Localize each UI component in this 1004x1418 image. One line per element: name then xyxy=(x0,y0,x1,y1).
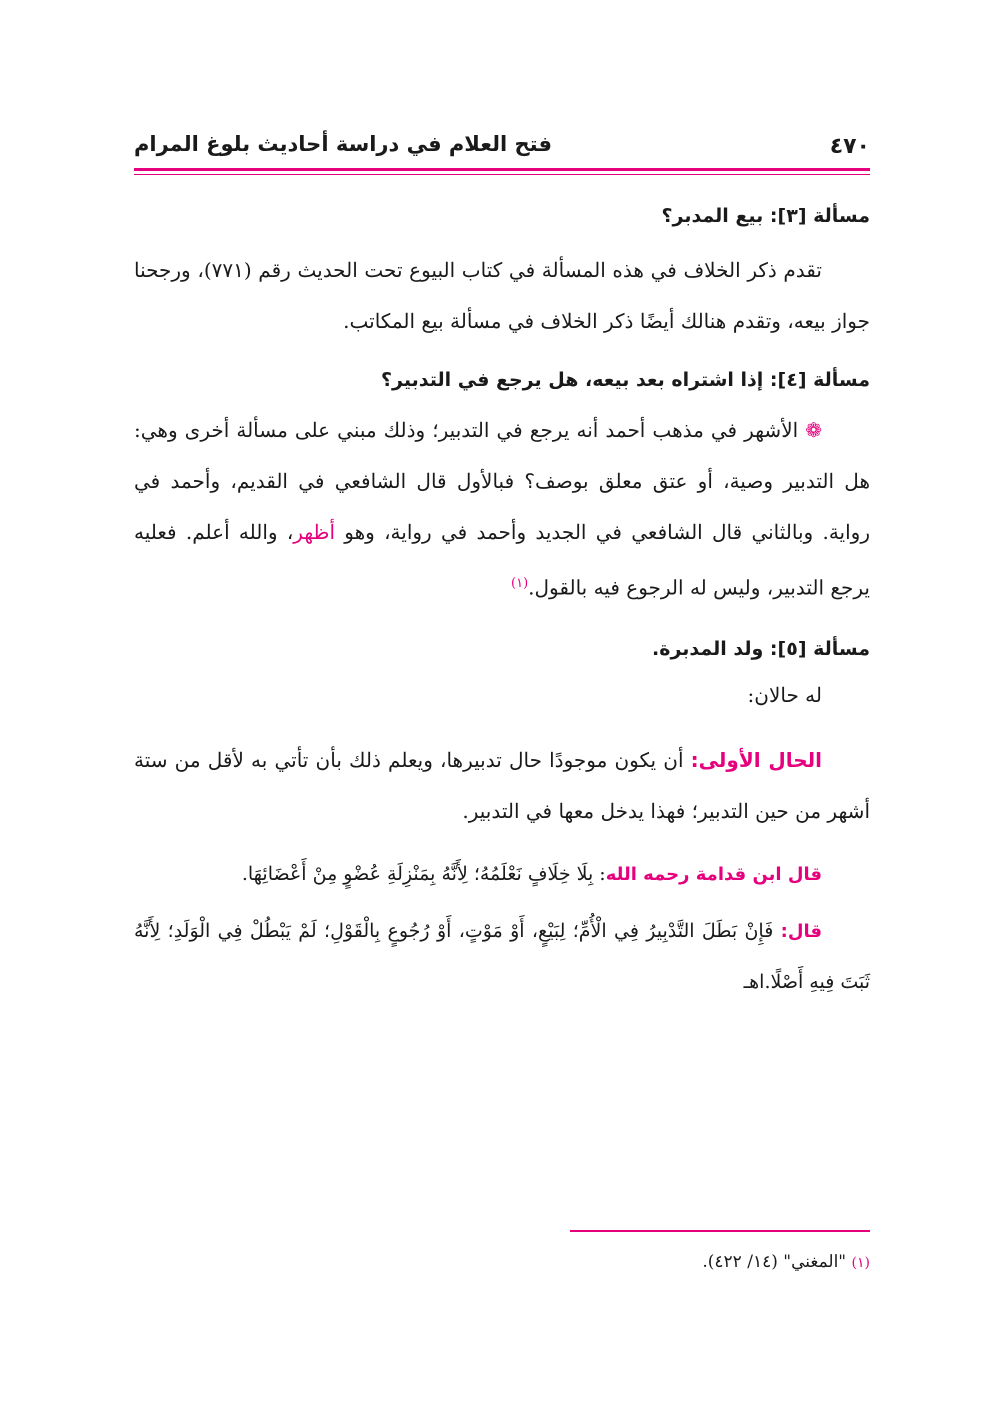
state-1-paragraph xyxy=(134,735,870,837)
footnote xyxy=(702,1252,870,1272)
quote-2-label: قال: xyxy=(780,920,822,942)
footnote-rule xyxy=(570,1230,870,1232)
quote-1-text: : بِلَا خِلَافٍ نَعْلَمُهُ؛ لِأَنَّهُ بِمَنْزِلَةِ عُضْوٍ مِنْ أَعْضَائِهَا. xyxy=(241,862,606,885)
footnote-number: (١) xyxy=(851,1255,870,1271)
state-1-label: الحال الأولى: xyxy=(690,747,822,772)
issue-4-paragraph xyxy=(134,405,870,614)
page-number: ٤٧٠ xyxy=(829,134,870,159)
issue-4-highlight: أظهر xyxy=(293,520,336,544)
footnote-reference: (١) xyxy=(511,576,529,591)
document-page xyxy=(134,120,871,1272)
book-title: فتح العلام في دراسة أحاديث بلوغ المرام xyxy=(134,132,552,156)
quote-continued xyxy=(134,906,870,1008)
quote-2-text: فَإِنْ بَطَلَ التَّدْبِيرُ فِي الْأُمِّ؛ لِبَيْعٍ، أَوْ مَوْتٍ، أَوْ رُجُوعٍ بِالْقَوْلِ؛ لَمْ يَبْطُلْ فِي الْوَلَدِ؛ لِأَنَّهُ ثَبَتَ فِيهِ أَصْلًا.اهـ xyxy=(134,919,870,993)
issue-5-heading: مسألة [٥]: ولد المدبرة. xyxy=(652,637,870,660)
issue-3-heading: مسألة [٣]: بيع المدبر؟ xyxy=(661,205,870,227)
quote-1-label: قال ابن قدامة رحمه الله xyxy=(605,863,822,885)
issue-4-text: الأشهر في مذهب أحمد أنه يرجع في التدبير؛ وذلك مبني على مسألة أخرى وهي: هل التدبير وصية، أو عتق معلق بوصف؟ فبالأول قال الشافعي في القديم، وأحمد في رواية. وبالثاني قال الشافعي في الجديد وأحمد في رواية، وهو xyxy=(134,418,871,544)
state-1-text: أن يكون موجودًا حال تدبيرها، ويعلم ذلك بأن تأتي به لأقل من ستة أشهر من حين التدبير؛ فهذا يدخل معها في التدبير. xyxy=(134,747,870,823)
flower-ornament-icon: ❁ xyxy=(805,418,822,442)
issue-4-heading: مسألة [٤]: إذا اشتراه بعد بيعه، هل يرجع في التدبير؟ xyxy=(381,369,870,391)
quote-ibn-qudama xyxy=(134,849,870,900)
issue-5-intro: له حالان: xyxy=(747,682,822,707)
footnote-text: "المغني" (١٤/ ٤٢٢). xyxy=(702,1252,847,1272)
issue-4-text-end: ، والله أعلم. فعليه يرجع التدبير، وليس له الرجوع فيه بالقول. xyxy=(134,520,870,600)
issue-3-paragraph: تقدم ذكر الخلاف في هذه المسألة في كتاب البيوع تحت الحديث رقم (٧٧١)، ورجحنا جواز بيعه، وتقدم هنالك أيضًا ذكر الخلاف في مسألة بيع المكاتب. xyxy=(134,258,870,333)
page-header xyxy=(134,120,870,164)
header-rule-thick xyxy=(134,168,870,171)
